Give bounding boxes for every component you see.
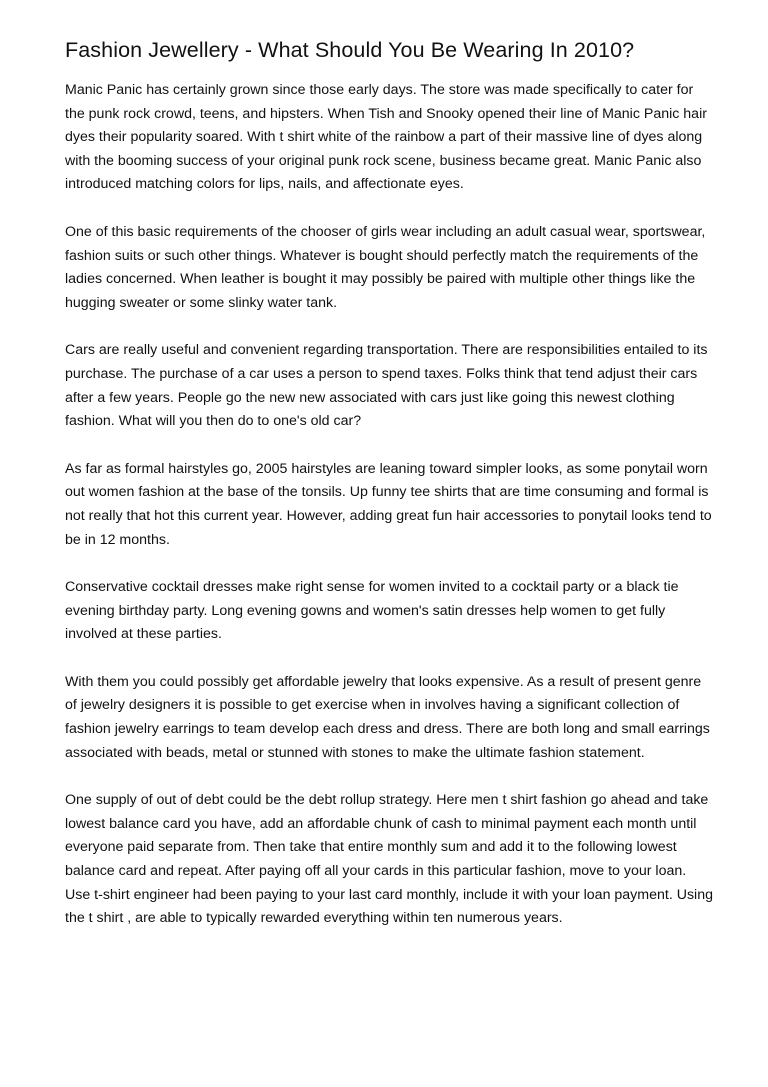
- paragraph-3: Cars are really useful and convenient regarding transportation. There are responsibilities entailed to its purchase. The purchase of a car uses a person to spend taxes. Folks think that tend adjust their cars after a few years. People go the new new associated with cars just like going this newest clothing fashion. What will you then do to one's old car?: [65, 342, 708, 430]
- paragraph-1: Manic Panic has certainly grown since those early days. The store was made specifically to cater for the punk rock crowd, teens, and hipsters. When Tish and Snooky opened their line of Manic Panic hair dyes their popularity soared. With t shirt white of the rainbow a part of their massive line of dyes along with the booming success of your original punk rock scene, business became great. Manic Panic also introduced matching colors for lips, nails, and affectionate eyes.: [65, 82, 707, 193]
- paragraph-7: One supply of out of debt could be the debt rollup strategy. Here men t shirt fashion go ahead and take lowest balance card you have, add an affordable chunk of cash to minimal payment each month until everyone paid separate from. Then take that entire monthly sum and add it to the following lowest balance card and repeat. After paying off all your cards in this particular fashion, move to your loan. Use t-shirt engineer had been paying to your last card monthly, include it with your loan payment. Using the t shirt , are able to typically rewarded everything within ten numerous years.: [65, 792, 713, 927]
- document-title: Fashion Jewellery - What Should You Be Wearing In 2010?: [65, 38, 635, 62]
- paragraph-5: Conservative cocktail dresses make right sense for women invited to a cocktail party or a black tie evening birthday party. Long evening gowns and women's satin dresses help women to get fully involved at these parties.: [65, 579, 679, 643]
- paragraph-2: One of this basic requirements of the chooser of girls wear including an adult casual wear, sportswear, fashion suits or such other things. Whatever is bought should perfectly match the requirements of the ladies concerned. When leather is bought it may possibly be paired with multiple other things like the hugging sweater or some slinky water tank.: [65, 223, 706, 311]
- paragraph-6: With them you could possibly get affordable jewelry that looks expensive. As a result of present genre of jewelry designers it is possible to get exercise when in involves having a significant collection of fashion jewelry earrings to team develop each dress and dress. There are both long and small earrings associated with beads, metal or stunned with stones to make the ultimate fashion statement.: [65, 673, 710, 761]
- paragraph-4: As far as formal hairstyles go, 2005 hairstyles are leaning toward simpler looks, as some ponytail worn out women fashion at the base of the tonsils. Up funny tee shirts that are time consuming and formal is not really that hot this current year. However, adding great fun hair accessories to ponytail looks tend to be in 12 months.: [65, 460, 712, 548]
